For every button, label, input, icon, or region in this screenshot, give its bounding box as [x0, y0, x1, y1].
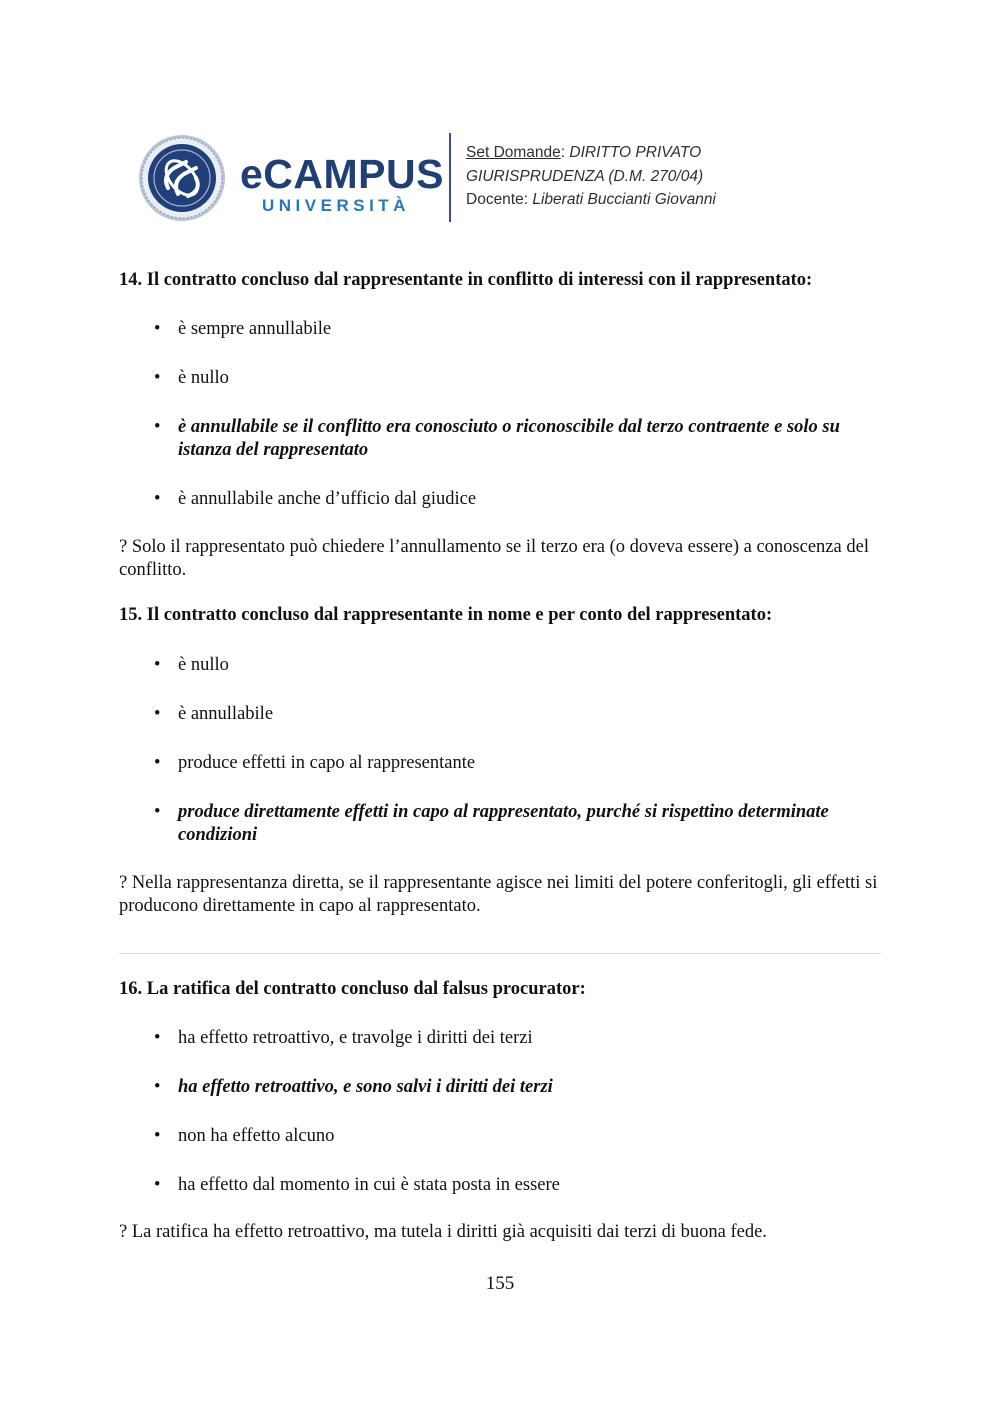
option-text: è annullabile anche d’ufficio dal giudice — [178, 489, 477, 509]
explanation-text: ? La ratifica ha effetto retroattivo, ma tutela i diritti già acquisiti dai terzi di buona fede. — [119, 1222, 767, 1242]
option-text: è annullabile — [178, 704, 274, 724]
logo-main-text: eCAMPUS — [240, 151, 444, 197]
docente-line — [466, 188, 716, 212]
option-text: produce effetti in capo al rappresentante — [178, 753, 476, 773]
question-title: 16. La ratifica del contratto concluso dal falsus procurator: — [119, 979, 586, 999]
bullet-icon: • — [154, 753, 161, 773]
question-title: 14. Il contratto concluso dal rappresentante in conflitto di interessi con il rappresentato: — [119, 270, 813, 290]
bullet-icon: • — [154, 368, 161, 388]
option-text: è sempre annullabile — [178, 319, 332, 339]
option-text: ha effetto dal momento in cui è stata posta in essere — [178, 1175, 560, 1195]
course-line: GIURISPRUDENZA (D.M. 270/04) — [466, 167, 704, 185]
page-number: 155 — [485, 1273, 515, 1294]
ecampus-logo — [240, 151, 444, 216]
option-text: è nullo — [178, 368, 229, 388]
bullet-icon: • — [154, 655, 161, 675]
header-info — [466, 141, 716, 212]
header-divider — [449, 133, 451, 222]
question-title: 15. Il contratto concluso dal rappresentante in nome e per conto del rappresentato: — [119, 605, 773, 625]
option-text: è nullo — [178, 655, 229, 675]
option-text: ha effetto retroattivo, e sono salvi i diritti dei terzi — [178, 1077, 553, 1097]
explanation-text: ? Solo il rappresentato può chiedere l’annullamento se il terzo era (o doveva essere) a conoscenza del conflitto. — [119, 537, 869, 580]
bullet-icon: • — [154, 704, 161, 724]
option-text: non ha effetto alcuno — [178, 1126, 335, 1146]
logo-sub-text: UNIVERSITÀ — [262, 196, 410, 215]
docente-label: Docente: — [466, 191, 533, 208]
document-header — [138, 132, 878, 222]
explanation-text: ? Nella rappresentanza diretta, se il rappresentante agisce nei limiti del potere conferitogli, gli effetti si producono direttamente in capo al rappresentato. — [119, 873, 878, 916]
option-text: produce direttamente effetti in capo al rappresentato, purché si rispettino determinate condizioni — [178, 802, 829, 845]
bullet-icon: • — [154, 489, 161, 509]
section-divider — [119, 953, 881, 954]
set-value: DIRITTO PRIVATO — [569, 144, 702, 161]
option-text: ha effetto retroattivo, e travolge i diritti dei terzi — [178, 1028, 533, 1048]
set-sep: : — [560, 144, 570, 161]
set-label: Set Domande — [466, 144, 561, 161]
set-domande-line — [466, 141, 716, 165]
bullet-icon: • — [154, 1126, 161, 1146]
bullet-icon: • — [154, 417, 161, 437]
bullet-icon: • — [154, 1077, 161, 1097]
option-text: è annullabile se il conflitto era conosciuto o riconoscibile dal terzo contraente e solo su istanza del rappresentato — [178, 417, 840, 460]
bullet-icon: • — [154, 319, 161, 339]
university-seal-icon — [138, 134, 226, 222]
docente-value: Liberati Buccianti Giovanni — [532, 191, 716, 208]
bullet-icon: • — [154, 802, 161, 822]
bullet-icon: • — [154, 1175, 161, 1195]
bullet-icon: • — [154, 1028, 161, 1048]
